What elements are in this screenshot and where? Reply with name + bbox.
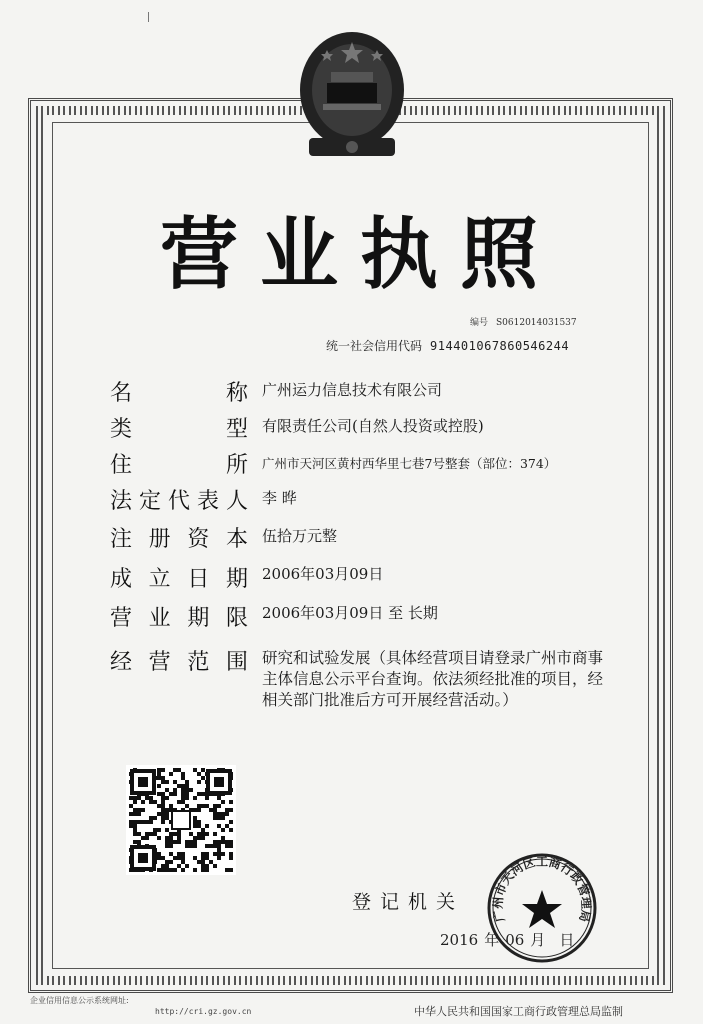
- serial-value: S0612014031537: [496, 318, 577, 328]
- footer-issuer: 中华人民共和国国家工商行政管理总局监制: [414, 1005, 623, 1018]
- field-label: 成 立 日 期: [110, 567, 248, 592]
- field-label: 营 业 期 限: [110, 606, 248, 631]
- field-label: 注 册 资 本: [110, 527, 248, 552]
- serial-number: [470, 315, 585, 328]
- field-value: 广州市天河区黄村西华里七巷7号整套（部位：374）: [262, 456, 557, 471]
- field-value: 2006年03月09日: [262, 565, 384, 583]
- scan-mark: [148, 12, 149, 22]
- field-value: 有限责任公司(自然人投资或控股): [262, 417, 484, 435]
- footer-website-url: http://cri.gz.gov.cn: [155, 1007, 252, 1016]
- qr-code: [126, 765, 236, 875]
- field-label: 住 所: [110, 453, 248, 478]
- field-label: 经 营 范 围: [110, 650, 248, 675]
- field-value: 2006年03月09日 至 长期: [262, 604, 438, 622]
- registration-authority-label: 登记机关: [352, 891, 465, 913]
- serial-label: 编号: [470, 318, 489, 328]
- seal-text: 广州市天河区工商行政管理局: [490, 854, 594, 924]
- footer-website-label: 企业信用信息公示系统网址:: [30, 996, 129, 1005]
- certificate-title: 营业执照: [159, 210, 560, 300]
- credit-code-label: 统一社会信用代码: [326, 339, 423, 353]
- credit-code-value: 914401067860546244: [430, 339, 570, 353]
- field-value: 李 晔: [262, 489, 297, 507]
- issue-date: 2016 年 06 月 日: [440, 931, 575, 949]
- national-emblem-icon: [287, 28, 417, 170]
- field-label: 法 定 代 表 人: [110, 489, 248, 514]
- field-value: 伍拾万元整: [262, 527, 338, 545]
- field-label: 名 称: [110, 381, 248, 406]
- field-label: 类 型: [110, 417, 248, 442]
- field-value: 广州运力信息技术有限公司: [262, 381, 443, 399]
- credit-code: [326, 337, 569, 354]
- field-value: 研究和试验发展（具体经营项目请登录广州市商事主体信息公示平台查询。依法须经批准的项目，经相关部门批准后方可开展经营活动。）: [262, 649, 604, 709]
